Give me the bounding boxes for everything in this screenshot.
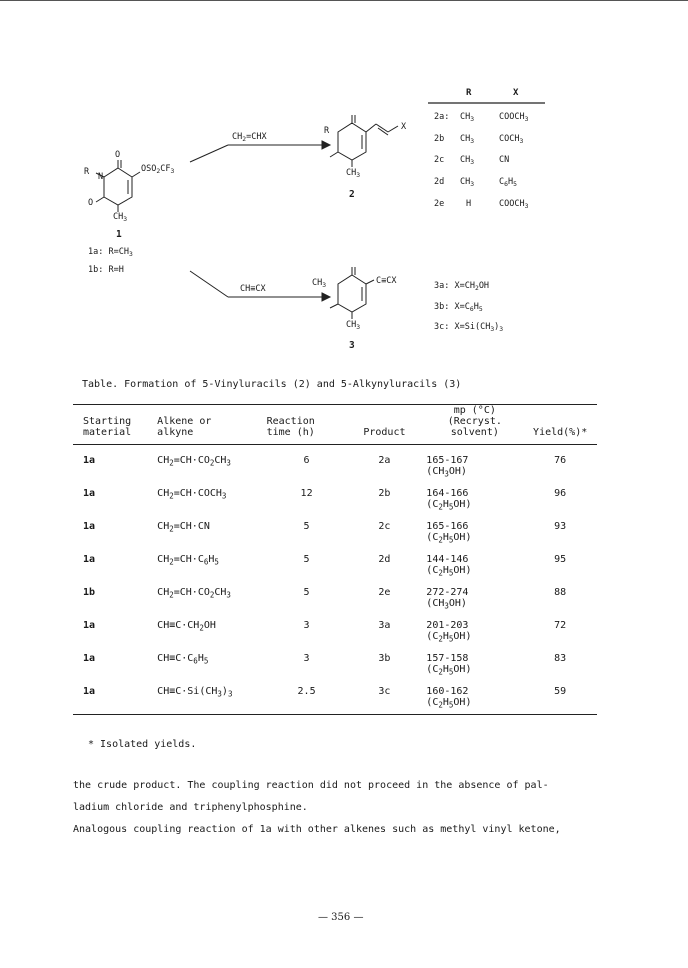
footnote: * Isolated yields.	[88, 739, 197, 750]
compound1-oso2cf3: $OSO_2CF_3$	[141, 164, 175, 176]
table-row	[73, 653, 597, 686]
scheme-structures	[0, 0, 688, 380]
table2-id: 2a:	[434, 112, 450, 122]
cell-time: 6	[303, 455, 310, 466]
cell-mp: 165-167 $(CH_3OH)$	[426, 455, 469, 479]
compound2-nmethyl: $CH_3$	[346, 168, 361, 180]
col-time: Reaction time (h)	[266, 416, 315, 438]
results-table	[73, 404, 597, 715]
table-row	[73, 554, 597, 587]
cell-mp: 157-158 $(C_2H_5OH)$	[426, 653, 472, 677]
table2-id: 2e	[434, 199, 445, 209]
cell-mp: 272-274 $(CH_3OH)$	[426, 587, 469, 611]
compound1-n: N	[98, 172, 104, 182]
col-product: Product	[363, 427, 406, 438]
table2-r: $CH_3$	[460, 155, 475, 167]
table2-x: $C_6H_5$	[499, 177, 517, 189]
cell-reagent: $CH_2=CH\cdot CO_2CH_3$	[157, 455, 231, 468]
table2-x: $COOCH_3$	[499, 199, 529, 211]
cell-yield: 95	[554, 554, 567, 565]
cell-mp: 165-166 $(C_2H_5OH)$	[426, 521, 472, 545]
cell-yield: 88	[554, 587, 567, 598]
cell-product: 2b	[378, 488, 391, 499]
cell-mp: 201-203 $(C_2H_5OH)$	[426, 620, 472, 644]
compound2-r: R	[324, 126, 330, 136]
cell-product: 3a	[378, 620, 391, 631]
table-bottom-rule	[73, 715, 597, 716]
cell-start: 1a	[83, 554, 96, 565]
cell-yield: 96	[554, 488, 567, 499]
cell-reagent: $CH_2=CH\cdot C_6H_5$	[157, 554, 219, 567]
table2-id: 2b	[434, 134, 445, 144]
cell-yield: 59	[554, 686, 567, 697]
compound1-number: 1	[116, 229, 122, 240]
list3-item: 3c: $X=Si(CH_3)_3$	[434, 322, 504, 334]
compound1-o-top: O	[115, 150, 121, 160]
compound2-x: X	[401, 122, 407, 132]
table2-id: 2d	[434, 177, 445, 187]
cell-start: 1b	[83, 587, 96, 598]
table2-r: $CH_3$	[460, 112, 475, 124]
table2-x: CN	[499, 155, 510, 165]
cell-mp: 144-146 $(C_2H_5OH)$	[426, 554, 472, 578]
compound1-o-left: O	[88, 198, 94, 208]
cell-mp: 160-162 $(C_2H_5OH)$	[426, 686, 472, 710]
table-row	[73, 686, 597, 715]
page-number: — 356 —	[318, 912, 364, 923]
body-line: the crude product. The coupling reaction did not proceed in the absence of pal-	[73, 780, 549, 791]
cell-product: 2d	[378, 554, 391, 565]
cell-time: 3	[303, 620, 310, 631]
compound3-number: 3	[349, 340, 355, 351]
cell-reagent: $CH\equiv C\cdot CH_2OH$	[157, 620, 216, 633]
list3-item: 3a: $X=CH_2OH$	[434, 281, 490, 293]
table-row	[73, 587, 597, 620]
cell-product: 2c	[378, 521, 391, 532]
table-row	[73, 445, 597, 489]
list3-item: 3b: $X=C_6H_5$	[434, 302, 483, 314]
col-alkene: Alkene or alkyne	[157, 416, 212, 438]
cell-product: 3c	[378, 686, 391, 697]
compound3-nmethyl: $CH_3$	[346, 320, 361, 332]
table2-id: 2c	[434, 155, 445, 165]
compound3-ccx: C≡CX	[376, 276, 397, 286]
cell-yield: 72	[554, 620, 567, 631]
cell-time: 5	[303, 521, 310, 532]
cell-yield: 76	[554, 455, 567, 466]
cell-product: 2e	[378, 587, 391, 598]
compound3-ch3: $CH_3$	[312, 278, 327, 290]
cell-start: 1a	[83, 653, 96, 664]
col-starting-material: Starting material	[83, 416, 132, 438]
cell-start: 1a	[83, 620, 96, 631]
table-row	[73, 521, 597, 554]
cell-product: 2a	[378, 455, 391, 466]
cell-yield: 93	[554, 521, 567, 532]
table-row	[73, 620, 597, 653]
table2-x: $COCH_3$	[499, 134, 524, 146]
cell-time: 5	[303, 587, 310, 598]
table-row	[73, 488, 597, 521]
cell-start: 1a	[83, 686, 96, 697]
compound1-nmethyl: $CH_3$	[113, 212, 128, 224]
table2-r: $CH_3$	[460, 134, 475, 146]
cell-time: 2.5	[297, 686, 316, 697]
cell-yield: 83	[554, 653, 567, 664]
compound1b-label: 1b: R=H	[88, 265, 124, 275]
cell-start: 1a	[83, 521, 96, 532]
table2-header-r: R	[466, 88, 472, 98]
cell-reagent: $CH\equiv C\cdot C_6H_5$	[157, 653, 209, 666]
cell-time: 3	[303, 653, 310, 664]
compound1-r: R	[84, 167, 90, 177]
table2-r: H	[466, 199, 472, 209]
cell-time: 12	[300, 488, 313, 499]
cell-start: 1a	[83, 455, 96, 466]
table2-header-x: X	[513, 88, 519, 98]
body-line: ladium chloride and triphenylphosphine.	[73, 802, 308, 813]
cell-reagent: $CH_2=CH\cdot COCH_3$	[157, 488, 227, 501]
reagent-alkene: $CH_2=CHX$	[232, 132, 267, 144]
col-yield: Yield(%)*	[533, 427, 588, 438]
table-caption: Table. Formation of 5-Vinyluracils (2) and 5-Alkynyluracils (3)	[82, 379, 462, 390]
cell-start: 1a	[83, 488, 96, 499]
compound2-number: 2	[349, 189, 355, 200]
cell-reagent: $CH_2=CH\cdot CO_2CH_3$	[157, 587, 231, 600]
body-line: Analogous coupling reaction of 1a with other alkenes such as methyl vinyl ketone,	[73, 824, 561, 835]
cell-reagent: $CH\equiv C\cdot Si(CH_3)_3$	[157, 686, 233, 699]
cell-reagent: $CH_2=CH\cdot CN$	[157, 521, 210, 534]
cell-product: 3b	[378, 653, 391, 664]
cell-mp: 164-166 $(C_2H_5OH)$	[426, 488, 472, 512]
compound1a-label: 1a: $R=CH_3$	[88, 247, 133, 259]
table2-r: $CH_3$	[460, 177, 475, 189]
table2-x: $COOCH_3$	[499, 112, 529, 124]
cell-time: 5	[303, 554, 310, 565]
table-header-row	[73, 405, 597, 445]
reagent-alkyne: CH≡CX	[240, 284, 266, 294]
col-mp: mp (°C) (Recryst. solvent)	[447, 405, 502, 438]
